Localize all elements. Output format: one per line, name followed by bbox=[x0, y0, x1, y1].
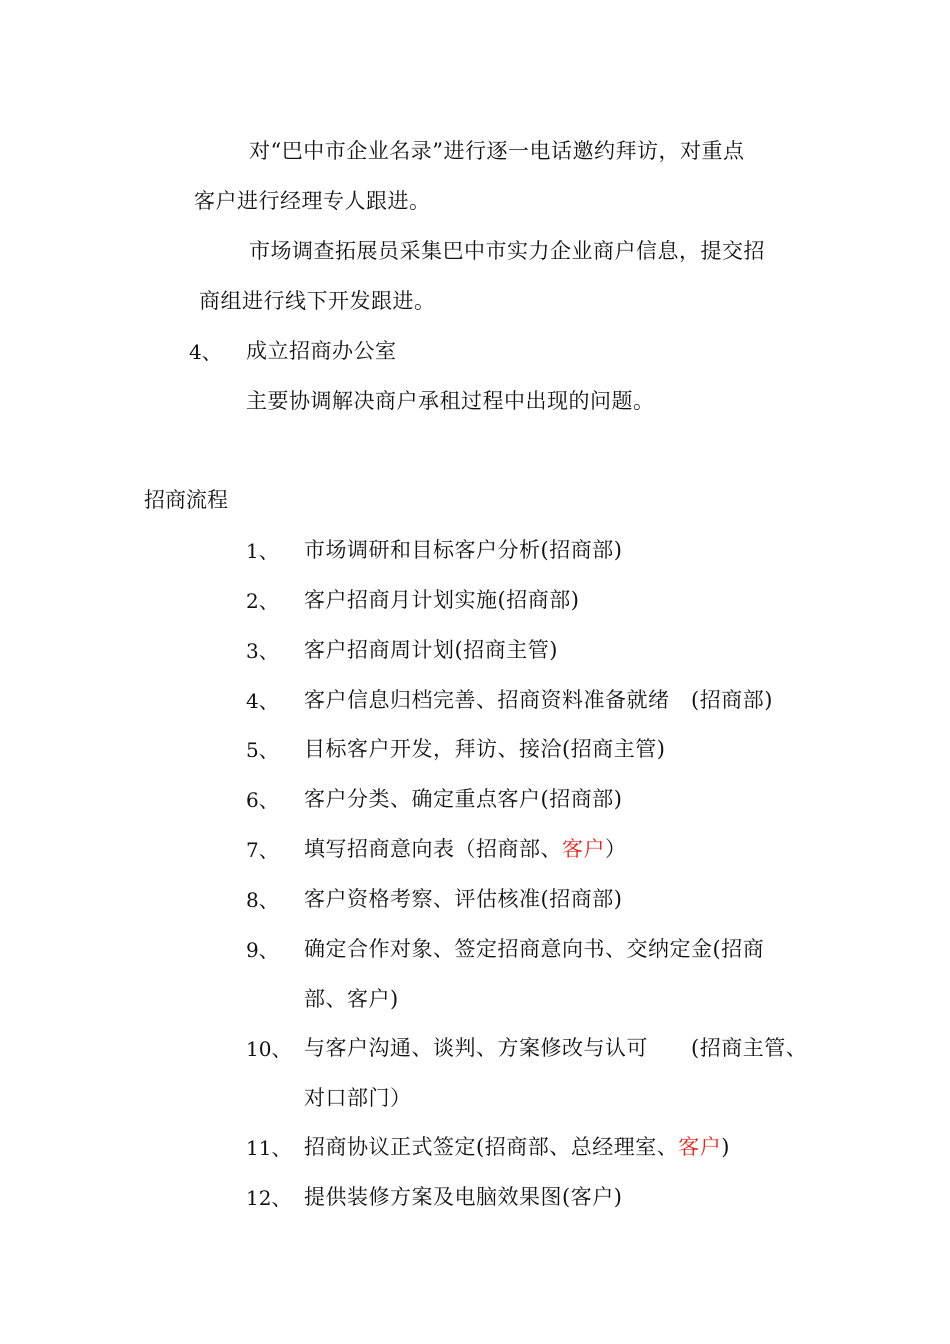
step-text: 客户资格考察、评估核准(招商部) bbox=[304, 887, 623, 911]
step-text: 客户信息归档完善、招商资料准备就绪 (招商部) bbox=[304, 688, 773, 712]
step-number: 12、 bbox=[246, 1186, 292, 1210]
item-4-number: 4、 bbox=[189, 340, 222, 364]
intro-paragraph-1-line-2: 客户进行经理专人跟进。 bbox=[194, 189, 431, 213]
step-text: 确定合作对象、签定招商意向书、交纳定金(招商 bbox=[304, 937, 765, 961]
step-text-part: 招商协议正式签定(招商部、总经理室、 bbox=[304, 1135, 679, 1159]
step-text bbox=[304, 835, 627, 863]
highlighted-client-text: 客户 bbox=[678, 1135, 722, 1159]
step-number: 3、 bbox=[246, 639, 279, 663]
step-number: 6、 bbox=[246, 788, 279, 812]
step-number: 4、 bbox=[246, 689, 279, 713]
step-number: 2、 bbox=[246, 589, 279, 613]
step-number: 9、 bbox=[246, 938, 279, 962]
intro-paragraph-2-line-1: 市场调查拓展员采集巴中市实力企业商户信息，提交招 bbox=[249, 239, 765, 263]
item-4-description: 主要协调解决商户承租过程中出现的问题。 bbox=[246, 389, 655, 413]
step-text: 目标客户开发，拜访、接洽(招商主管) bbox=[304, 737, 666, 761]
step-number: 8、 bbox=[246, 888, 279, 912]
step-text: 与客户沟通、谈判、方案修改与认可 (招商主管、 bbox=[304, 1036, 808, 1060]
step-number: 10、 bbox=[246, 1037, 292, 1061]
step-text: 客户招商月计划实施(招商部) bbox=[304, 588, 580, 612]
intro-paragraph-2-line-2: 商组进行线下开发跟进。 bbox=[199, 289, 436, 313]
step-text: 提供装修方案及电脑效果图(客户) bbox=[304, 1185, 623, 1209]
flow-heading: 招商流程 bbox=[144, 488, 228, 512]
item-4-title: 成立招商办公室 bbox=[246, 339, 397, 363]
step-text: 市场调研和目标客户分析(招商部) bbox=[304, 538, 623, 562]
intro-paragraph-1-line-1: 对“巴中市企业名录”进行逐一电话邀约拜访，对重点 bbox=[249, 139, 745, 163]
step-text bbox=[304, 1133, 730, 1161]
step-number: 5、 bbox=[246, 738, 279, 762]
step-text-part: ) bbox=[721, 1135, 730, 1159]
step-text-continuation: 对口部门） bbox=[304, 1086, 412, 1110]
step-number: 1、 bbox=[246, 539, 279, 563]
step-number: 7、 bbox=[246, 838, 279, 862]
step-text: 客户分类、确定重点客户(招商部) bbox=[304, 787, 623, 811]
step-number: 11、 bbox=[246, 1136, 292, 1160]
step-text-continuation: 部、客户) bbox=[304, 987, 399, 1011]
step-text-part: ） bbox=[605, 837, 627, 861]
highlighted-client-text: 客户 bbox=[562, 837, 605, 861]
step-text-part: 填写招商意向表（招商部、 bbox=[304, 837, 562, 861]
step-text: 客户招商周计划(招商主管) bbox=[304, 638, 558, 662]
